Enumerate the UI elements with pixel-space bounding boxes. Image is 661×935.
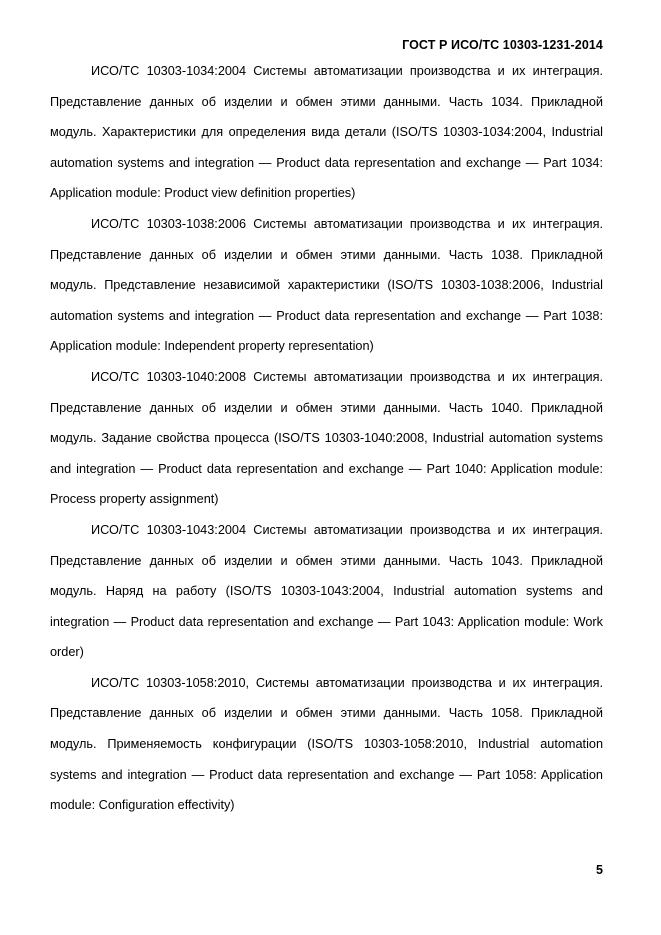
reference-list <box>50 56 603 821</box>
page-number: 5 <box>596 863 603 877</box>
reference-entry-1034: ИСО/ТС 10303-1034:2004 Системы автоматизации производства и их интеграция. Представление данных об изделии и обмен этими данными. Часть 1034. Прикладной модуль. Характеристики для определения вида детали (ISO/TS 10303-1034:2004, Industrial automation systems and integration — Product data representation and exchange — Part 1034: Application module: Product view definition properties) <box>50 64 603 201</box>
reference-entry-1058: ИСО/ТС 10303-1058:2010, Системы автоматизации производства и их интеграция. Представление данных об изделии и обмен этими данными. Часть 1058. Прикладной модуль. Применяемость конфигурации (ISO/TS 10303-1058:2010, Industrial automation systems and integration — Product data representation and exchange — Part 1058: Application module: Configuration effectivity) <box>50 675 603 813</box>
document-header: ГОСТ Р ИСО/ТС 10303-1231-2014 <box>402 38 603 52</box>
reference-entry-1043: ИСО/ТС 10303-1043:2004 Системы автоматизации производства и их интеграция. Представление данных об изделии и обмен этими данными. Часть 1043. Прикладной модуль. Наряд на работу (ISO/TS 10303-1043:2004, Industrial automation systems and integration — Product data representation and exchange — Part 1043: Application module: Work order) <box>50 522 603 660</box>
reference-entry-1040: ИСО/ТС 10303-1040:2008 Системы автоматизации производства и их интеграция. Представление данных об изделии и обмен этими данными. Часть 1040. Прикладной модуль. Задание свойства процесса (ISO/TS 10303-1040:2008, Industrial automation systems and integration — Product data representation and exchange — Part 1040: Application module: Process property assignment) <box>50 369 603 507</box>
reference-entry-1038: ИСО/ТС 10303-1038:2006 Системы автоматизации производства и их интеграция. Представление данных об изделии и обмен этими данными. Часть 1038. Прикладной модуль. Представление независимой характеристики (ISO/TS 10303-1038:2006, Industrial automation systems and integration — Product data representation and exchange — Part 1038: Application module: Independent property representation) <box>50 216 603 354</box>
